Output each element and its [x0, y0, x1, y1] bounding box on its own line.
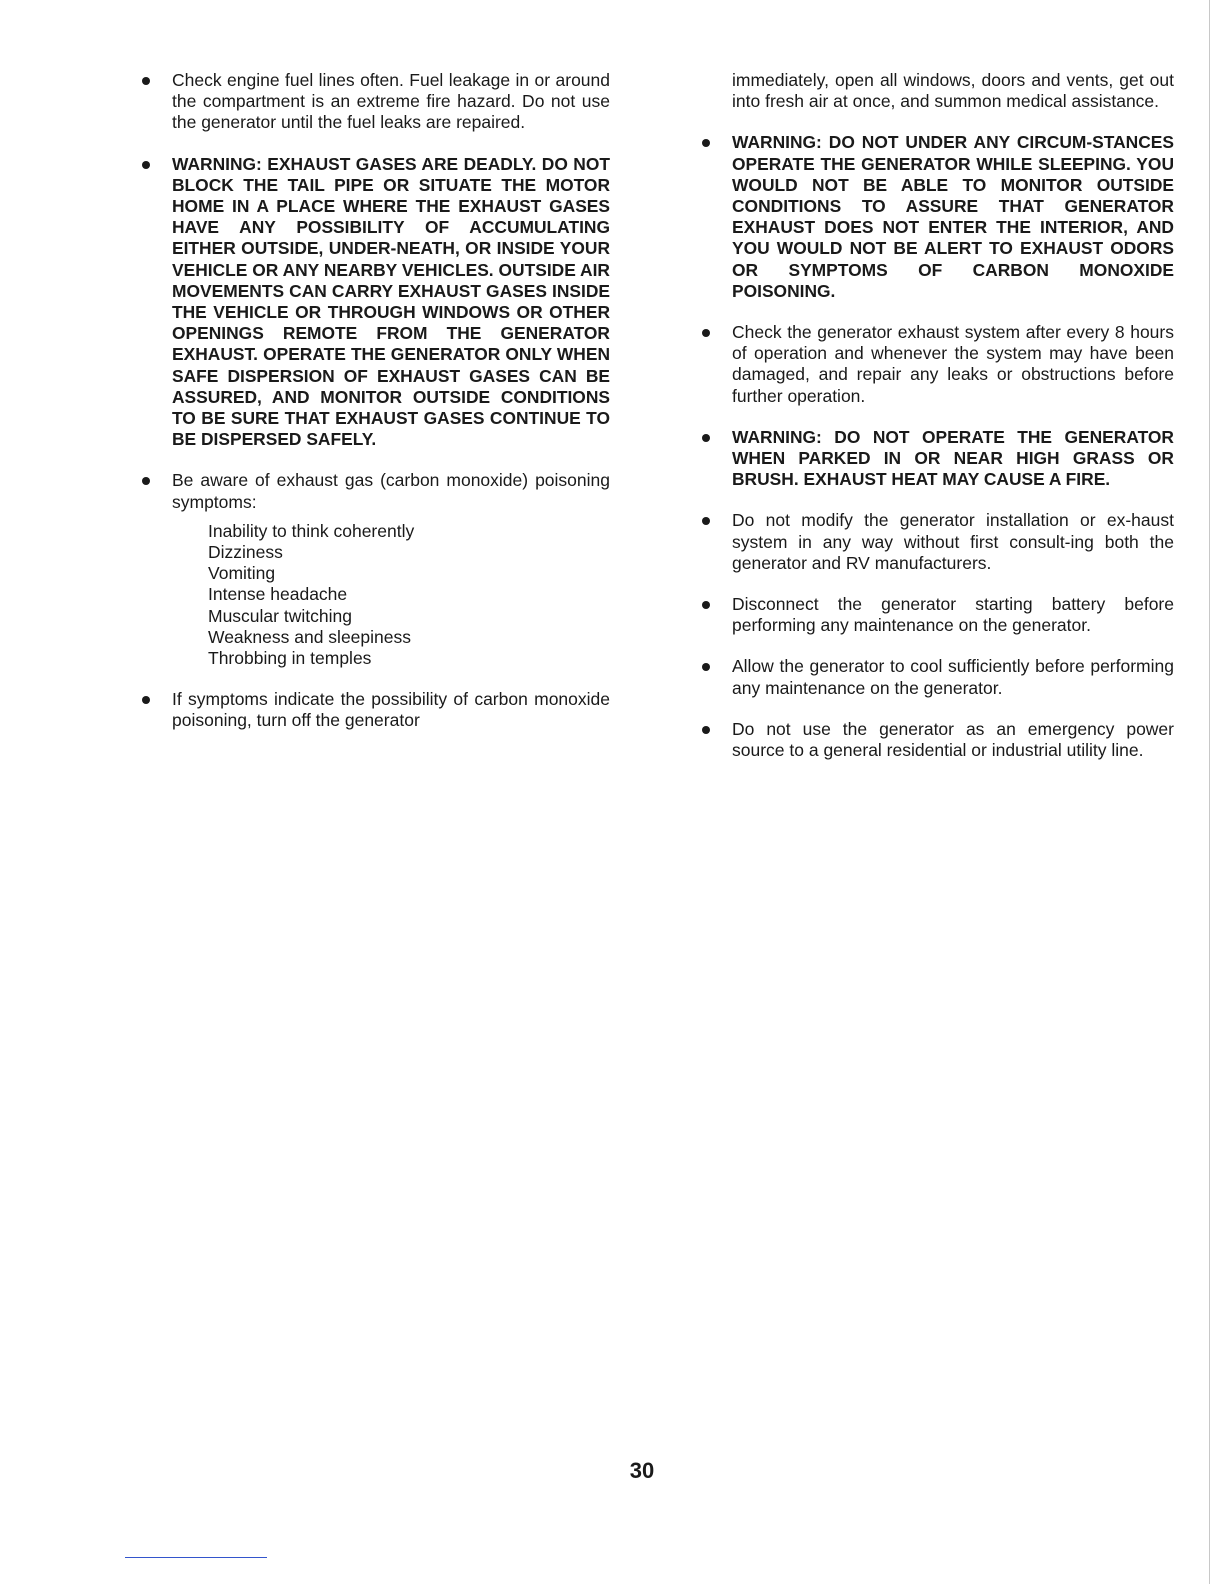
- bullet-icon: [702, 601, 710, 609]
- bullet-icon: [142, 696, 150, 704]
- warning-sleeping: [700, 132, 1174, 302]
- list-item-cool-down: [700, 656, 1174, 698]
- bullet-icon: [142, 77, 150, 85]
- bullet-icon: [142, 477, 150, 485]
- bullet-icon: [142, 161, 150, 169]
- list-item-turn-off: [140, 689, 610, 731]
- bullet-icon: [702, 434, 710, 442]
- list-item-fuel-lines: [140, 70, 610, 134]
- symptom-item: Muscular twitching: [208, 605, 352, 626]
- item-text: Check engine fuel lines often. Fuel leakage in or around the compartment is an extreme fire hazard. Do not use the generator until the fuel leaks are repaired.: [172, 70, 610, 133]
- symptom-item: Dizziness: [208, 542, 283, 563]
- continued-text: [700, 70, 1174, 112]
- list-item-no-emergency-power: [700, 719, 1174, 761]
- bullet-icon: [702, 517, 710, 525]
- list-item-no-modify: [700, 510, 1174, 574]
- symptom-item: Vomiting: [208, 563, 276, 584]
- item-text: Be aware of exhaust gas (carbon monoxide) poisoning symptoms:: [172, 470, 610, 512]
- item-text: If symptoms indicate the possibility of carbon monoxide poisoning, turn off the generator: [172, 689, 610, 731]
- symptom-item: Intense headache: [208, 584, 348, 605]
- footer-rule: [125, 1557, 267, 1558]
- item-text: Allow the generator to cool sufficiently before performing any maintenance on the generator.: [732, 656, 1174, 698]
- item-text: immediately, open all windows, doors and vents, get out into fresh air at once, and summon medical assistance.: [732, 70, 1174, 112]
- warning-text: WARNING: EXHAUST GASES ARE DEADLY. DO NOT BLOCK THE TAIL PIPE OR SITUATE THE MOTOR HOME IN A PLACE WHERE THE EXHAUST GASES HAVE ANY POSSIBILITY OF ACCUMULATING EITHER OUTSIDE, UNDER-NEATH, OR INSIDE YOUR VEHICLE OR ANY NEARBY VEHICLES. OUTSIDE AIR MOVEMENTS CAN CARRY EXHAUST GASES INSIDE THE VEHICLE OR THROUGH WINDOWS OR OTHER OPENINGS REMOTE FROM THE GENERATOR EXHAUST. OPERATE THE GENERATOR ONLY WHEN SAFE DISPERSION OF EXHAUST GASES CAN BE ASSURED, AND MONITOR OUTSIDE CONDITIONS TO BE SURE THAT EXHAUST GASES CONTINUE TO BE DISPERSED SAFELY.: [172, 153, 610, 450]
- symptoms-list: [208, 521, 610, 669]
- right-column: [700, 70, 1174, 781]
- symptom-item: Throbbing in temples: [208, 648, 372, 669]
- scan-edge-line: [1209, 0, 1210, 1584]
- warning-text: WARNING: DO NOT OPERATE THE GENERATOR WHEN PARKED IN OR NEAR HIGH GRASS OR BRUSH. EXHAUST HEAT MAY CAUSE A FIRE.: [732, 426, 1174, 490]
- item-text: Disconnect the generator starting battery before performing any maintenance on the generator.: [732, 594, 1174, 636]
- left-column: [140, 70, 610, 752]
- symptom-item: Inability to think coherently: [208, 520, 415, 541]
- warning-high-grass: [700, 427, 1174, 491]
- item-text: Check the generator exhaust system after every 8 hours of operation and whenever the system may have been damaged, and repair any leaks or obstructions before further operation.: [732, 322, 1174, 406]
- item-text: Do not use the generator as an emergency power source to a general residential or industrial utility line.: [732, 718, 1174, 761]
- list-item-symptoms: [140, 470, 610, 669]
- list-item-disconnect-battery: [700, 594, 1174, 636]
- bullet-icon: [702, 726, 710, 734]
- list-item-check-exhaust: [700, 322, 1174, 407]
- warning-exhaust-deadly: [140, 154, 610, 451]
- bullet-icon: [702, 139, 710, 147]
- warning-text: WARNING: DO NOT UNDER ANY CIRCUM-STANCES OPERATE THE GENERATOR WHILE SLEEPING. YOU WOULD NOT BE ABLE TO MONITOR OUTSIDE CONDITIONS TO ASSURE THAT GENERATOR EXHAUST DOES NOT ENTER THE INTERIOR, AND YOU WOULD NOT BE ALERT TO EXHAUST ODORS OR SYMPTOMS OF CARBON MONOXIDE POISONING.: [732, 132, 1174, 301]
- bullet-icon: [702, 329, 710, 337]
- item-text: Do not modify the generator installation or ex-haust system in any way without first consult-ing both the generator and RV manufacturers.: [732, 510, 1174, 573]
- page-number: 30: [629, 1458, 655, 1483]
- symptom-item: Weakness and sleepiness: [208, 626, 411, 647]
- bullet-icon: [702, 663, 710, 671]
